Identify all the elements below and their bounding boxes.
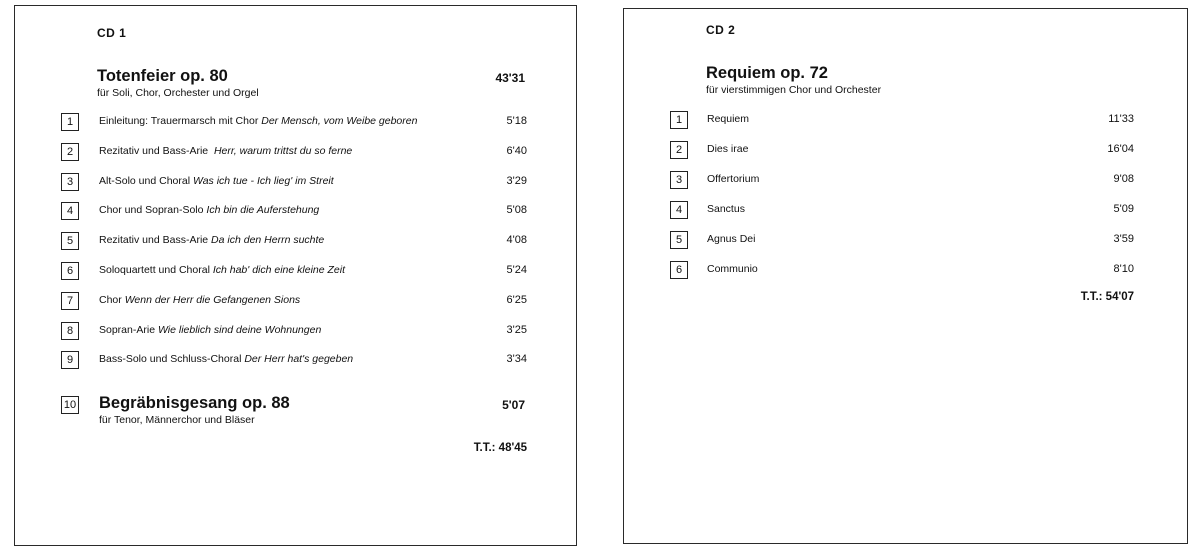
track-duration: 9'08 [1113, 172, 1134, 185]
track-title-italic: Da ich den Herrn suchte [211, 234, 325, 247]
cd1-panel [14, 5, 577, 546]
track-number: 6 [61, 262, 79, 280]
track-duration: 8'10 [1113, 262, 1134, 275]
track-title-plain: Soloquartett und Choral [99, 264, 213, 276]
track-number: 8 [61, 322, 79, 340]
cd2-label: CD 2 [706, 23, 736, 37]
track-duration: 6'25 [506, 293, 527, 306]
track-duration: 3'25 [506, 323, 527, 336]
work2-title: Begräbnisgesang op. 88 [99, 394, 290, 412]
work1-duration: 43'31 [495, 71, 525, 85]
cd1-total-time: T.T.: 48'45 [473, 442, 527, 454]
track-title-plain: Rezitativ und Bass-Arie [99, 234, 212, 247]
track-title: Sanctus [707, 202, 745, 215]
cd2-track-5[interactable] [670, 231, 1136, 251]
track-duration: 6'40 [506, 144, 527, 157]
cd1-track-8[interactable] [61, 322, 531, 342]
cd2-track-4[interactable] [670, 201, 1136, 221]
track-title [99, 264, 345, 276]
cd1-track-1[interactable] [61, 113, 531, 133]
track-number: 9 [61, 351, 79, 369]
cd1-track-9[interactable] [61, 351, 531, 371]
track-title-plain: Sopran-Arie [99, 323, 158, 336]
cd1-track-3[interactable] [61, 173, 531, 193]
requiem-title: Requiem op. 72 [706, 64, 828, 82]
track-number: 4 [670, 201, 688, 219]
track-title [99, 204, 319, 216]
track-title: Dies irae [707, 142, 749, 155]
track-duration: 3'34 [506, 353, 527, 366]
work1-subtitle: für Soli, Chor, Orchester und Orgel [97, 87, 259, 99]
track-number: 2 [670, 141, 688, 159]
track-title-italic: Wenn der Herr die Gefangenen Sions [124, 293, 301, 306]
track-title: Offertorium [707, 172, 760, 185]
cd2-panel [623, 8, 1188, 544]
track-number: 1 [670, 111, 688, 129]
track-number: 7 [61, 292, 79, 310]
track-title: Requiem [707, 113, 750, 125]
work2-subtitle: für Tenor, Männerchor und Bläser [99, 414, 255, 426]
requiem-subtitle: für vierstimmigen Chor und Orchester [706, 84, 882, 96]
cd1-track-2[interactable] [61, 143, 531, 163]
track-duration: 16'04 [1107, 142, 1134, 155]
cd1-track-5[interactable] [61, 232, 531, 252]
track-title [99, 175, 334, 187]
track-title [99, 294, 300, 306]
track-duration: 5'09 [1113, 202, 1134, 215]
track-number: 3 [670, 171, 688, 189]
track-number: 3 [61, 173, 79, 191]
track-title-plain: Einleitung: Trauermarsch mit Chor [99, 115, 262, 127]
cd1-track-4[interactable] [61, 202, 531, 222]
track-title-plain: Alt-Solo und Choral [99, 174, 193, 187]
track-number: 5 [670, 231, 688, 249]
cd2-track-1[interactable] [670, 111, 1136, 131]
work1-title: Totenfeier op. 80 [97, 67, 228, 85]
track-number: 4 [61, 202, 79, 220]
track-title [99, 145, 352, 157]
cd2-track-3[interactable] [670, 171, 1136, 191]
track-duration: 11'33 [1108, 113, 1134, 125]
track-duration: 5'24 [506, 264, 527, 276]
cd1-label: CD 1 [97, 26, 127, 40]
track-duration: 5'18 [506, 115, 527, 127]
track-title-italic: Was ich tue - Ich lieg' im Streit [192, 174, 334, 187]
track-title [99, 353, 353, 365]
track-title-italic: Ich hab' dich eine kleine Zeit [212, 264, 345, 276]
track-title-italic: Herr, warum trittst du so ferne [213, 144, 353, 157]
track-title-plain: Bass-Solo und Schluss-Choral [99, 353, 245, 366]
track-number: 6 [670, 261, 688, 279]
track-duration: 5'08 [506, 204, 527, 217]
track-title: Agnus Dei [707, 232, 756, 245]
track-title-plain: Chor und Sopran-Solo [99, 204, 207, 217]
track-title: Communio [707, 262, 758, 275]
cd2-total-time: T.T.: 54'07 [1080, 291, 1134, 303]
track-number: 1 [61, 113, 79, 131]
track-title-italic: Der Herr hat's gegeben [244, 353, 354, 366]
track-duration: 4'08 [506, 234, 527, 247]
track-title-italic: Ich bin die Auferstehung [206, 204, 320, 217]
track-duration: 3'29 [506, 174, 527, 187]
track-title-plain: Chor [99, 293, 125, 306]
track-title-italic: Der Mensch, vom Weibe geboren [261, 115, 418, 127]
track-title-italic: Wie lieblich sind deine Wohnungen [157, 323, 322, 336]
cd2-track-6[interactable] [670, 261, 1136, 281]
track-number: 10 [61, 396, 79, 414]
track-number: 5 [61, 232, 79, 250]
work2-duration: 5'07 [502, 398, 525, 412]
track-duration: 3'59 [1113, 232, 1134, 245]
cd1-track-6[interactable] [61, 262, 531, 282]
track-title [99, 324, 321, 336]
track-title [99, 115, 417, 127]
track-title [99, 234, 324, 246]
track-title-plain: Rezitativ und Bass-Arie [99, 144, 214, 157]
track-number: 2 [61, 143, 79, 161]
cd1-track-7[interactable] [61, 292, 531, 312]
cd2-track-2[interactable] [670, 141, 1136, 161]
